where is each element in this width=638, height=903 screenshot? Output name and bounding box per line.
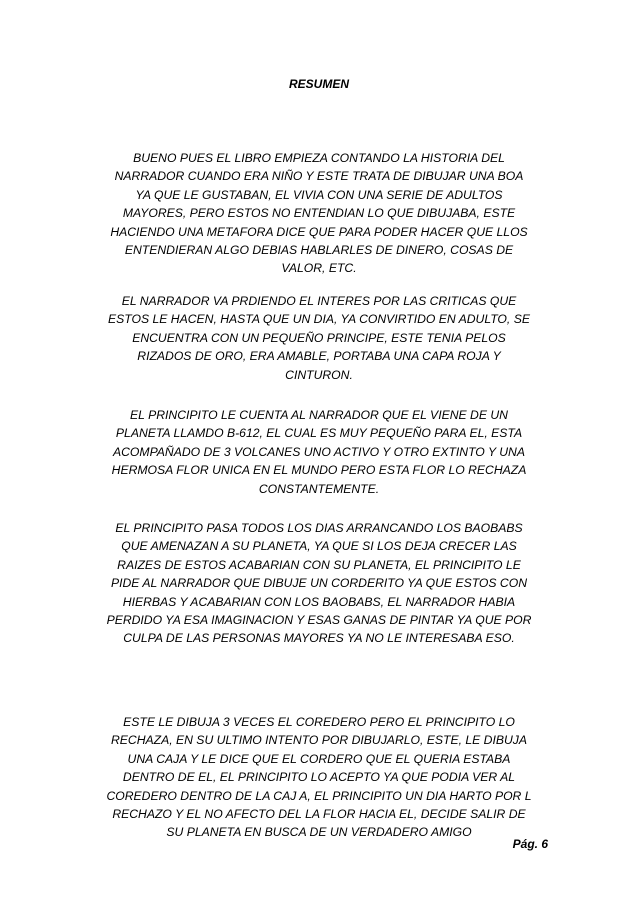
paragraph-line: VALOR, ETC. xyxy=(281,261,357,276)
paragraph-line: RAIZES DE ESTOS ACABARIAN CON SU PLANETA, EL PRINCIPITO LE xyxy=(117,557,521,572)
paragraph-2 xyxy=(86,292,552,384)
paragraph-line: NARRADOR CUANDO ERA NIÑO Y ESTE TRATA DE DIBUJAR UNA BOA xyxy=(114,169,524,184)
paragraph-line: ACOMPAÑADO DE 3 VOLCANES UNO ACTIVO Y OTRO EXTINTO Y UNA xyxy=(113,444,525,459)
paragraph-line: ENTENDIERAN ALGO DEBIAS HABLARLES DE DINERO, COSAS DE xyxy=(124,243,514,258)
paragraph-line: RECHAZA, EN SU ULTIMO INTENTO POR DIBUJARLO, ESTE, LE DIBUJA xyxy=(110,733,528,748)
page-number: Pág. 6 xyxy=(512,837,548,851)
paragraph-1 xyxy=(86,149,552,278)
paragraph-line: HACIENDO UNA METAFORA DICE QUE PARA PODER HACER QUE LLOS xyxy=(110,224,528,239)
paragraph-line: RIZADOS DE ORO, ERA AMABLE, PORTABA UNA CAPA ROJA Y xyxy=(137,349,501,364)
paragraph-4 xyxy=(86,519,552,648)
paragraph-line: EL PRINCIPITO PASA TODOS LOS DIAS ARRANCANDO LOS BAOBABS xyxy=(115,521,523,535)
paragraph-5 xyxy=(86,713,552,842)
paragraph-line: PERDIDO YA ESA IMAGINACION Y ESAS GANAS DE PINTAR YA QUE POR xyxy=(106,613,532,628)
paragraph-line: COREDERO DENTRO DE LA CAJ A, EL PRINCIPITO UN DIA HARTO POR L xyxy=(106,788,532,803)
paragraph-line: SU PLANETA EN BUSCA DE UN VERDADERO AMIGO xyxy=(166,825,472,840)
paragraph-line: EL PRINCIPITO LE CUENTA AL NARRADOR QUE EL VIENE DE UN xyxy=(130,408,508,422)
paragraph-line: ESTOS LE HACEN, HASTA QUE UN DIA, YA CONVIRTIDO EN ADULTO, SE xyxy=(108,312,530,327)
paragraph-line: ENCUENTRA CON UN PEQUEÑO PRINCIPE, ESTE TENIA PELOS xyxy=(132,330,506,345)
paragraph-line: YA QUE LE GUSTABAN, EL VIVIA CON UNA SERIE DE ADULTOS xyxy=(135,187,503,202)
paragraph-line: MAYORES, PERO ESTOS NO ENTENDIAN LO QUE DIBUJABA, ESTE xyxy=(122,206,516,221)
paragraph-line: EL NARRADOR VA PRDIENDO EL INTERES POR LAS CRITICAS QUE xyxy=(121,294,517,308)
paragraph-line: HIERBAS Y ACABARIAN CON LOS BAOBABS, EL NARRADOR HABIA xyxy=(122,594,516,609)
paragraph-line: UNA CAJA Y LE DICE QUE EL CORDERO QUE EL QUERIA ESTABA xyxy=(127,751,511,766)
paragraph-line: HERMOSA FLOR UNICA EN EL MUNDO PERO ESTA FLOR LO RECHAZA xyxy=(111,463,527,478)
paragraph-line: CINTURON. xyxy=(285,367,353,382)
paragraph-line: BUENO PUES EL LIBRO EMPIEZA CONTANDO LA HISTORIA DEL xyxy=(133,151,505,165)
paragraph-line: DENTRO DE EL, EL PRINCIPITO LO ACEPTO YA QUE PODIA VER AL xyxy=(122,770,516,785)
paragraph-3 xyxy=(86,406,552,498)
paragraph-line: RECHAZO Y EL NO AFECTO DEL LA FLOR HACIA EL, DECIDE SALIR DE xyxy=(112,807,526,822)
paragraph-line: ESTE LE DIBUJA 3 VECES EL COREDERO PERO EL PRINCIPITO LO xyxy=(123,715,515,729)
paragraph-line: PLANETA LLAMDO B-612, EL CUAL ES MUY PEQUEÑO PARA EL, ESTA xyxy=(115,426,523,441)
paragraph-line: CULPA DE LAS PERSONAS MAYORES YA NO LE INTERESABA ESO. xyxy=(123,631,515,646)
page-title: RESUMEN xyxy=(288,77,349,91)
paragraph-line: PIDE AL NARRADOR QUE DIBUJE UN CORDERITO YA QUE ESTOS CON xyxy=(110,576,528,591)
paragraph-line: QUE AMENAZAN A SU PLANETA, YA QUE SI LOS DEJA CRECER LAS xyxy=(121,539,517,554)
paragraph-line: CONSTANTEMENTE. xyxy=(258,481,380,496)
